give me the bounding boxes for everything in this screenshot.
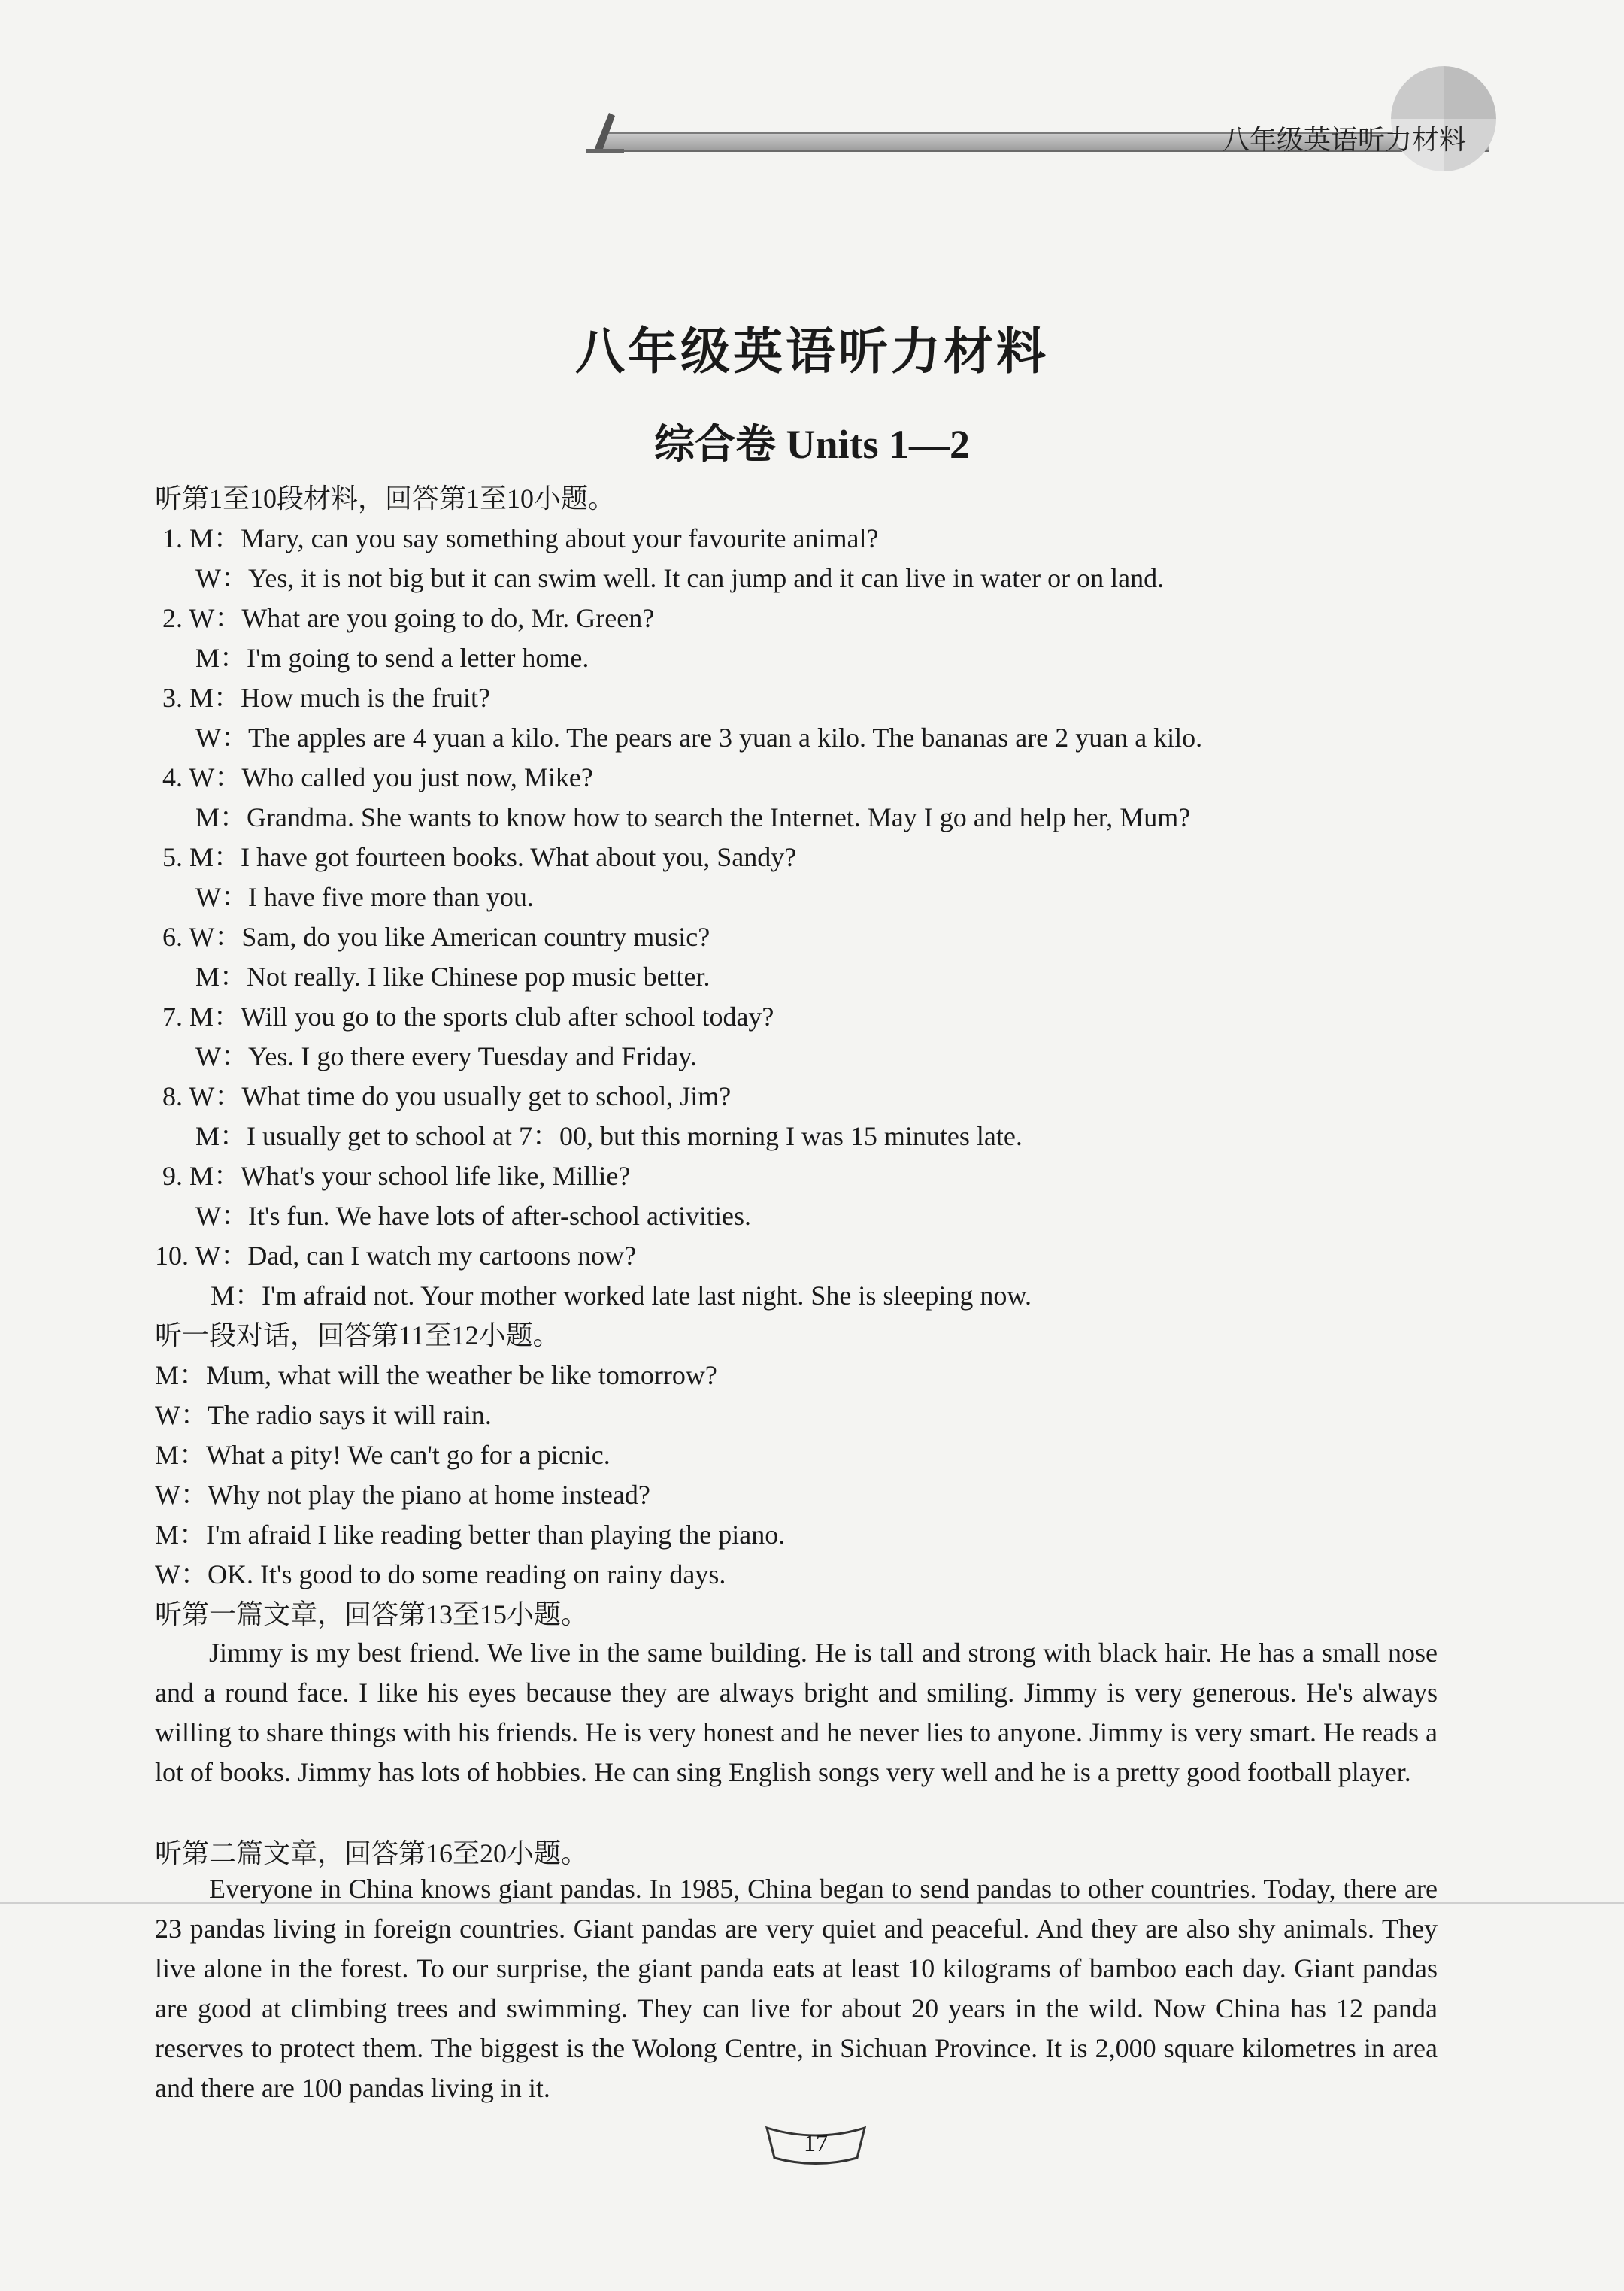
section-title: 综合卷 Units 1—2: [653, 422, 971, 467]
section1-instruction: 听第1至10段材料，回答第1至10小题。: [155, 483, 616, 514]
header-ornament-icon: [586, 105, 632, 158]
dialogue-line: M：Not really. I like Chinese pop music better.: [195, 962, 710, 992]
dialogue-line: 1. M：Mary, can you say something about your favourite animal?: [162, 523, 879, 553]
dialogue-line: 6. W：Sam, do you like American country music?: [162, 922, 710, 952]
dialogue-line: 7. M：Will you go to the sports club after school today?: [162, 1002, 774, 1032]
dialogue-line: W：Why not play the piano at home instead?: [155, 1480, 650, 1510]
dialogue-line: M：Mum, what will the weather be like tomorrow?: [155, 1360, 717, 1390]
dialogue-line: W：OK. It's good to do some reading on rainy days.: [155, 1559, 726, 1589]
header-title: 八年级英语听力材料: [1222, 125, 1466, 156]
dialogue-line: W：I have five more than you.: [195, 882, 534, 912]
dialogue-line: M：I'm afraid I like reading better than playing the piano.: [155, 1520, 786, 1550]
passage-1: Jimmy is my best friend. We live in the same building. He is tall and strong with black hair. He has a small nose and a round face. I like his eyes because they are always bright and smiling. Jimmy is very generous. He's always willing to share things with his friends. He is very honest and he never lies to anyone. Jimmy is very smart. He reads a lot of books. Jimmy has lots of hobbies. He can sing English songs very well and he is a pretty good football player.: [155, 1638, 1438, 1787]
page-number: 17: [804, 2129, 828, 2156]
section3-instruction: 听第一篇文章，回答第13至15小题。: [155, 1599, 589, 1629]
dialogue-line: M：I'm going to send a letter home.: [195, 643, 589, 673]
dialogue-line: W：Yes. I go there every Tuesday and Friday.: [195, 1041, 697, 1071]
dialogue-line: 8. W：What time do you usually get to school, Jim?: [162, 1081, 732, 1111]
dialogue-line: 3. M：How much is the fruit?: [162, 683, 490, 713]
dialogue-line: 4. W：Who called you just now, Mike?: [162, 762, 593, 792]
dialogue-line: W：Yes, it is not big but it can swim well. It can jump and it can live in water or on land.: [195, 563, 1165, 593]
passage-2: Everyone in China knows giant pandas. In 1985, China began to send pandas to other countries. Today, there are 23 pandas living in foreign countries. Giant pandas are very quiet and peaceful. And they are also shy animals. They live alone in the forest. To our surprise, the giant panda eats at least 10 kilograms of bamboo each day. Giant pandas are good at climbing trees and swimming. They can live for about 20 years in the wild. Now China has 12 panda reserves to protect them. The biggest is the Wolong Centre, in Sichuan Province. It is 2,000 square kilometres in area and there are 100 pandas living in it.: [155, 1874, 1438, 2103]
dialogue-line: 9. M：What's your school life like, Millie?: [162, 1161, 631, 1191]
dialogue-line: M：What a pity! We can't go for a picnic.: [155, 1440, 611, 1470]
dialogue-line: M：I'm afraid not. Your mother worked late last night. She is sleeping now.: [211, 1280, 1032, 1311]
dialogue-line: 2. W：What are you going to do, Mr. Green?: [162, 603, 655, 633]
page-title: 八年级英语听力材料: [575, 323, 1049, 380]
dialogue-line: 10. W：Dad, can I watch my cartoons now?: [155, 1241, 637, 1271]
dialogue-line: W：It's fun. We have lots of after-school activities.: [195, 1201, 751, 1231]
dialogue-line: W：The apples are 4 yuan a kilo. The pears are 3 yuan a kilo. The bananas are 2 yuan a kilo.: [195, 723, 1203, 753]
dialogue-line: 5. M：I have got fourteen books. What about you, Sandy?: [162, 842, 797, 872]
section2-instruction: 听一段对话，回答第11至12小题。: [155, 1320, 560, 1350]
dialogue-line: M：I usually get to school at 7：00, but this morning I was 15 minutes late.: [195, 1121, 1023, 1151]
dialogue-line: W：The radio says it will rain.: [155, 1400, 492, 1430]
section4-instruction: 听第二篇文章，回答第16至20小题。: [155, 1838, 589, 1868]
dialogue-line: M：Grandma. She wants to know how to search the Internet. May I go and help her, Mum?: [195, 802, 1191, 832]
